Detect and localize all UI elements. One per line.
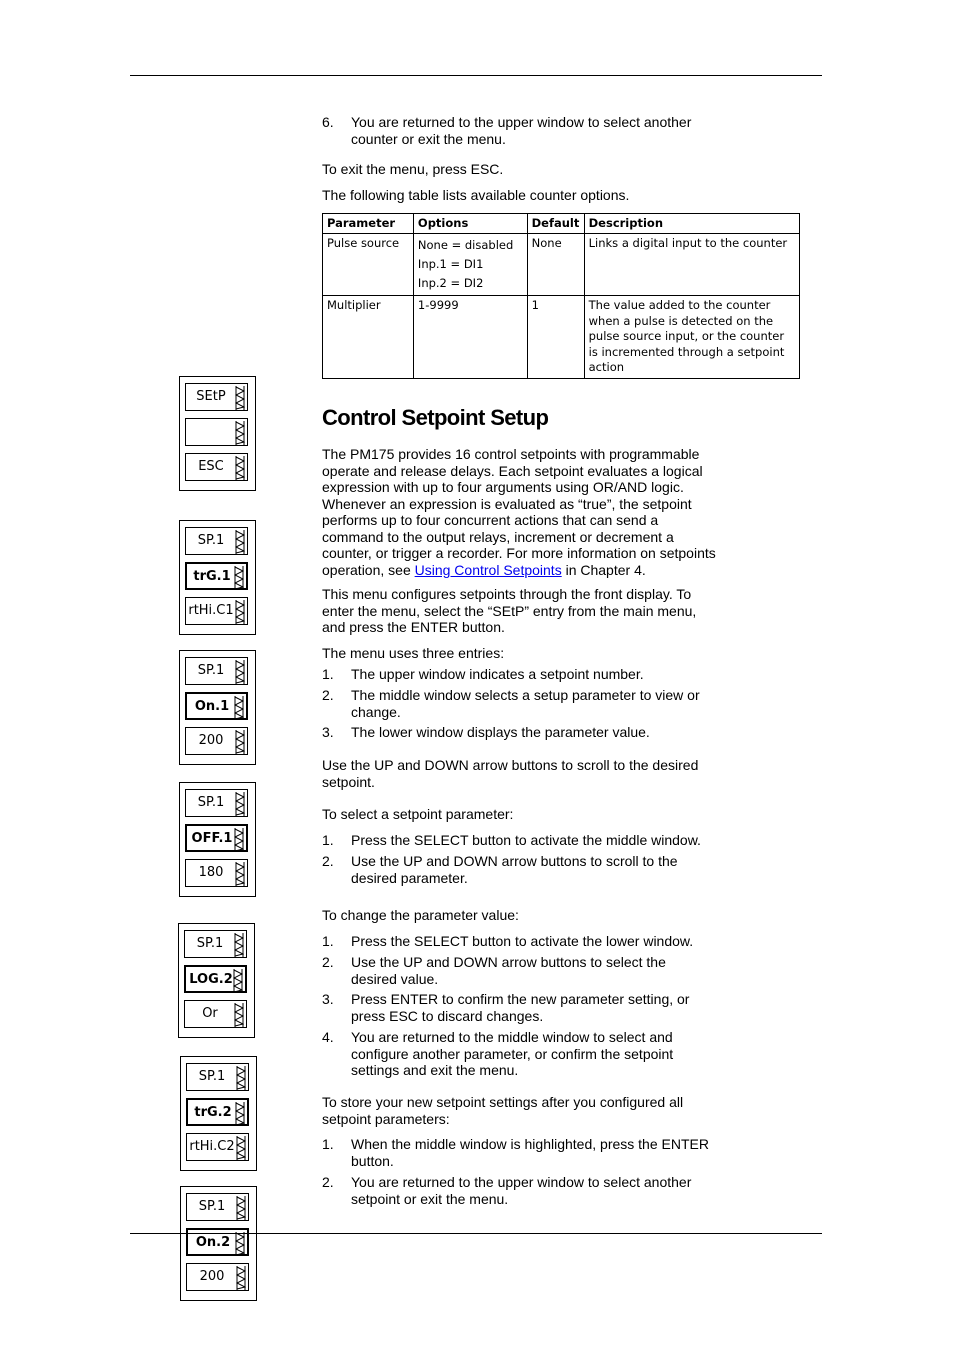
window-value: trG.1 <box>193 569 231 584</box>
table-intro: The following table lists available counter options. <box>322 187 630 203</box>
step-text: You are returned to the upper window to select another counter or exit the menu. <box>351 114 692 147</box>
window-value: trG.2 <box>194 1105 232 1120</box>
middle-window <box>185 418 248 446</box>
window-value: On.2 <box>195 1235 231 1250</box>
scroll-indicator-icon <box>235 792 245 816</box>
step-text: Use the UP and DOWN arrow buttons to scroll to the desired parameter. <box>351 853 678 886</box>
upper-window <box>185 527 248 555</box>
option-value: Inp.1 = DI1 <box>417 257 484 271</box>
table-cell: None <box>527 234 584 296</box>
scroll-indicator-icon <box>233 969 243 993</box>
step-number: 2. <box>322 954 334 970</box>
step-number: 1. <box>322 933 334 949</box>
middle-window <box>185 692 248 720</box>
window-value: 180 <box>198 865 224 880</box>
window-value: SP.1 <box>197 533 225 548</box>
scroll-indicator-icon <box>234 566 244 590</box>
step-text: Press the SELECT button to activate the lower window. <box>351 933 694 949</box>
step-number: 2. <box>322 1174 334 1190</box>
window-value: 200 <box>198 733 224 748</box>
entries-intro: The menu uses three entries: <box>322 645 505 661</box>
middle-window <box>186 1098 249 1126</box>
window-value: On.1 <box>194 699 230 714</box>
scroll-indicator-icon <box>235 456 245 480</box>
step-number: 1. <box>322 666 334 682</box>
step-number: 3. <box>322 724 334 740</box>
step-number: 2. <box>322 853 334 869</box>
scroll-indicator-icon <box>235 600 245 624</box>
middle-window <box>185 824 248 852</box>
column-header: Options <box>413 214 527 234</box>
scroll-indicator-icon <box>234 933 244 957</box>
scroll-indicator-icon <box>234 696 244 720</box>
counter-options-table <box>322 213 800 379</box>
window-value: SP.1 <box>198 1069 226 1084</box>
display-panel <box>178 923 255 1038</box>
lower-window <box>185 859 248 887</box>
upper-window <box>185 657 248 685</box>
column-header: Default <box>527 214 584 234</box>
step-number: 1. <box>322 1136 334 1152</box>
step-number: 3. <box>322 991 334 1007</box>
scroll-indicator-icon <box>234 828 244 852</box>
step-number: 1. <box>322 832 334 848</box>
middle-window <box>184 965 247 993</box>
display-panel <box>180 1186 257 1301</box>
window-value: 200 <box>199 1269 225 1284</box>
table-row <box>323 296 800 379</box>
option-value: None = disabled <box>417 238 514 252</box>
store-intro: To store your new setpoint settings after you configured all setpoint parameters: <box>322 1094 684 1127</box>
table-row <box>323 234 800 296</box>
window-value: SP.1 <box>196 936 224 951</box>
step-number: 4. <box>322 1029 334 1045</box>
lower-window <box>186 1263 249 1291</box>
paragraph-text: The PM175 provides 16 control setpoints with programmable operate and release delays. Each setpoint evaluates a logical expression with up to four arguments using OR/AND logic. Whenever an expression is evaluated as “true”, the setpoint performs up to four concurrent actions that can send a command to the output relays, increment or decrement a counter, or trigger a recorder. For more information on setpoints operation, see <box>322 446 716 578</box>
scroll-indicator-icon <box>236 1066 246 1090</box>
middle-window <box>186 1228 249 1256</box>
paragraph: This menu configures setpoints through the front display. To enter the menu, select the “SEtP” entry from the main menu, and press the ENTER button. <box>322 586 697 635</box>
step-text: You are returned to the middle window to select and configure another parameter, or confirm the setpoint settings and exit the menu. <box>351 1029 674 1078</box>
window-value: SP.1 <box>197 795 225 810</box>
lower-window <box>184 1000 247 1028</box>
upper-window <box>184 930 247 958</box>
table-cell: Pulse source <box>323 234 414 296</box>
scroll-indicator-icon <box>235 421 245 445</box>
scroll-indicator-icon <box>235 660 245 684</box>
display-panel <box>179 782 256 897</box>
scroll-indicator-icon <box>235 386 245 410</box>
step-text: The lower window displays the parameter value. <box>351 724 650 740</box>
display-panel <box>179 650 256 765</box>
scroll-indicator-icon <box>235 862 245 886</box>
step-text: Use the UP and DOWN arrow buttons to select the desired value. <box>351 954 666 987</box>
table-cell: Links a digital input to the counter <box>584 234 799 296</box>
window-value: rtHi.C2 <box>189 1139 235 1154</box>
table-cell: 1 <box>527 296 584 379</box>
window-value: SP.1 <box>198 1199 226 1214</box>
step-number: 6. <box>322 114 334 130</box>
chapter-link[interactable]: Using Control Setpoints <box>414 561 562 578</box>
exit-note: To exit the menu, press ESC. <box>322 161 504 177</box>
window-value: OFF.1 <box>191 831 233 846</box>
lower-window <box>185 727 248 755</box>
window-value: SP.1 <box>197 663 225 678</box>
column-header: Parameter <box>323 214 414 234</box>
select-intro: To select a setpoint parameter: <box>322 806 514 822</box>
display-panel <box>179 520 256 635</box>
window-value: Or <box>202 1006 218 1021</box>
window-value: LOG.2 <box>189 972 233 987</box>
step-text: You are returned to the upper window to select another setpoint or exit the menu. <box>351 1174 692 1207</box>
scroll-indicator-icon <box>235 1102 245 1126</box>
table-cell: Multiplier <box>323 296 414 379</box>
scroll-indicator-icon <box>236 1196 246 1220</box>
table-cell: 1-9999 <box>413 296 527 379</box>
lower-window <box>185 453 248 481</box>
window-value: SEtP <box>196 389 226 404</box>
upper-window <box>186 1193 249 1221</box>
display-panel <box>179 376 256 491</box>
header-rule <box>130 75 822 76</box>
upper-window <box>185 383 248 411</box>
option-value: Inp.2 = DI2 <box>417 276 484 290</box>
upper-window <box>186 1063 249 1091</box>
table-cell: The value added to the counter when a pulse is detected on the pulse source input, or the counter is incremented through a setpoint action <box>584 296 799 379</box>
table-header-row <box>323 214 800 234</box>
column-header: Description <box>584 214 799 234</box>
step-text: The middle window selects a setup parameter to view or change. <box>351 687 700 720</box>
scroll-indicator-icon <box>235 730 245 754</box>
step-text: Press ENTER to confirm the new parameter setting, or press ESC to discard changes. <box>351 991 690 1024</box>
scroll-indicator-icon <box>235 1232 245 1256</box>
section-title: Control Setpoint Setup <box>322 405 549 430</box>
scroll-indicator-icon <box>234 1003 244 1027</box>
scroll-indicator-icon <box>235 530 245 554</box>
window-value: ESC <box>198 459 224 474</box>
scroll-indicator-icon <box>236 1136 246 1160</box>
upper-window <box>185 789 248 817</box>
step-number: 2. <box>322 687 334 703</box>
step-text: When the middle window is highlighted, press the ENTER button. <box>351 1136 709 1169</box>
window-value: rtHi.C1 <box>188 603 234 618</box>
step-text: The upper window indicates a setpoint number. <box>351 666 644 682</box>
step-text: Press the SELECT button to activate the middle window. <box>351 832 701 848</box>
lower-window <box>186 1133 249 1161</box>
change-intro: To change the parameter value: <box>322 907 519 923</box>
scroll-note: Use the UP and DOWN arrow buttons to scroll to the desired setpoint. <box>322 757 699 790</box>
paragraph <box>322 446 722 578</box>
table-cell <box>413 234 527 296</box>
middle-window <box>185 562 248 590</box>
display-panel <box>180 1056 257 1171</box>
paragraph-text: in Chapter 4. <box>561 561 646 578</box>
scroll-indicator-icon <box>236 1266 246 1290</box>
lower-window <box>185 597 248 625</box>
